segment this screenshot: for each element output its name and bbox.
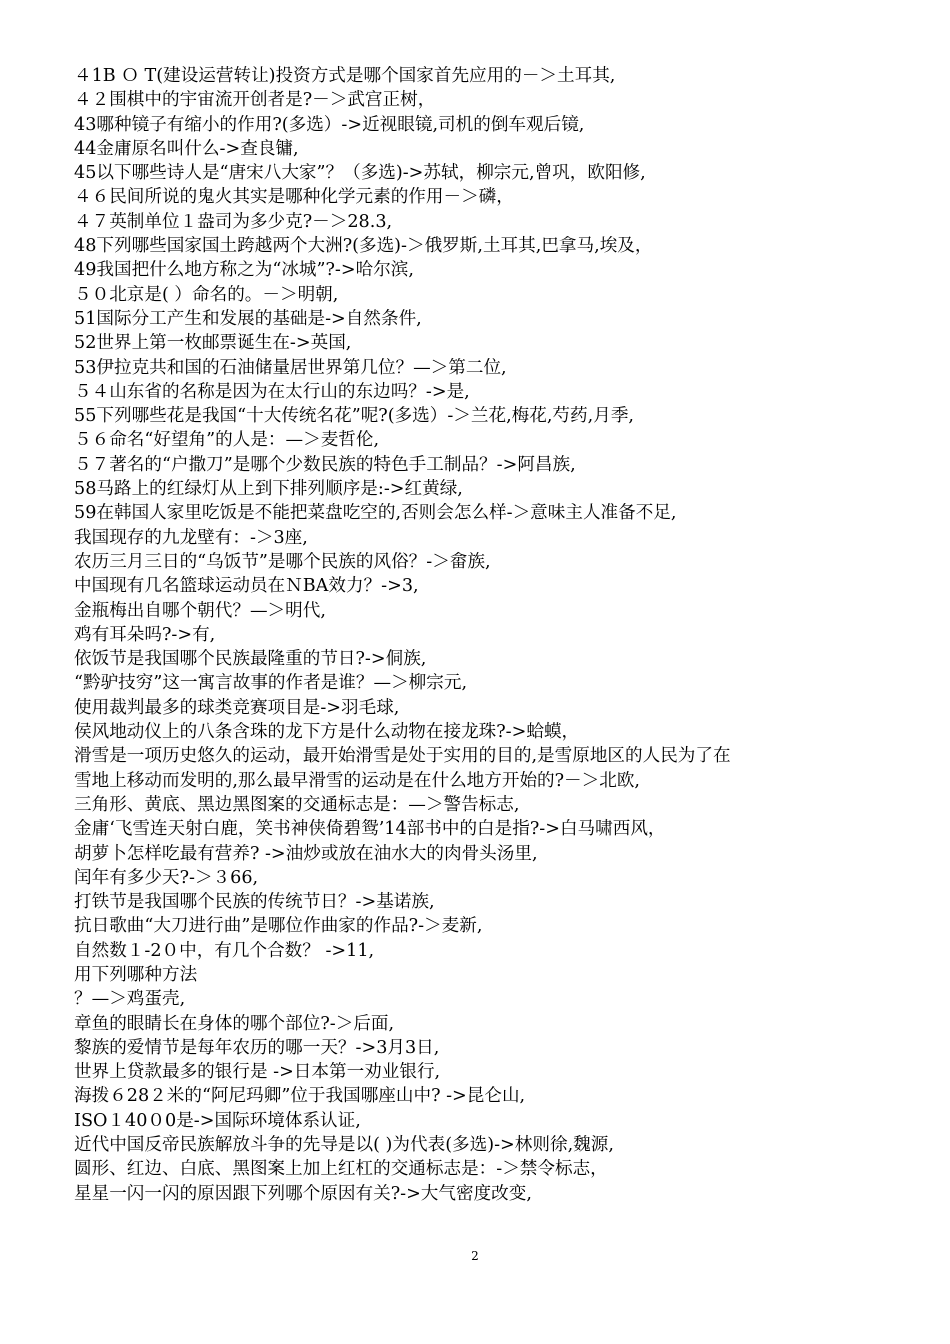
text-line: ５０北京是( ）命名的。－＞明朝, [74, 284, 339, 305]
text-line: 51国际分工产生和发展的基础是->自然条件, [74, 308, 422, 329]
text-line: 星星一闪一闪的原因跟下列哪个原因有关?->大气密度改变, [74, 1183, 532, 1204]
text-line: 43哪种镜子有缩小的作用?(多选）->近视眼镜,司机的倒车观后镜, [74, 114, 585, 135]
text-line: 58马路上的红绿灯从上到下排列顺序是:->红黄绿, [74, 479, 463, 500]
text-line: 用下列哪种方法 [74, 964, 198, 985]
text-line: 打铁节是我国哪个民族的传统节日？->基诺族, [74, 892, 435, 913]
text-line: 59在韩国人家里吃饭是不能把菜盘吃空的,否则会怎么样-＞意味主人准备不足, [74, 503, 677, 524]
text-line: 黎族的爱情节是每年农历的哪一天？->3月3日, [74, 1037, 440, 1058]
text-line: 金庸‘飞雪连天射白鹿，笑书神侠倚碧鸳’14部书中的白是指?->白马啸西风， [74, 819, 666, 840]
text-line: ５７著名的“户撒刀”是哪个少数民族的特色手工制品？->阿昌族, [74, 454, 576, 475]
text-line: 中国现有几名篮球运动员在ＮBA效力？->3, [74, 576, 419, 597]
text-line: 55下列哪些花是我国“十大传统名花”呢?(多选）-＞兰花,梅花,芍药,月季, [74, 406, 635, 427]
text-line: ４６民间所说的鬼火其实是哪种化学元素的作用－＞磷， [74, 187, 514, 208]
text-line: 鸡有耳朵吗?->有, [74, 624, 216, 645]
text-line: 章鱼的眼睛长在身体的哪个部位?-＞后面, [74, 1013, 395, 1034]
text-line: 圆形、红边、白底、黑图案上加上红杠的交通标志是：-＞禁令标志， [74, 1159, 608, 1180]
text-line: 抗日歌曲“大刀进行曲”是哪位作曲家的作品?-＞麦新, [74, 916, 483, 937]
text-line: 45以下哪些诗人是“唐宋八大家”？（多选)->苏轼，柳宗元,曾巩，欧阳修, [74, 163, 646, 184]
text-line: 我国现存的九龙壁有：-＞3座, [74, 527, 308, 548]
document-body [74, 64, 914, 1206]
text-line: ５６命名“好望角”的人是：—＞麦哲伦, [74, 430, 380, 451]
text-line: 近代中国反帝民族解放斗争的先导是以( )为代表(多选)->林则徐,魏源, [74, 1135, 614, 1156]
text-line: 雪地上移动而发明的,那么最早滑雪的运动是在什么地方开始的?－＞北欧, [74, 770, 641, 791]
text-line: 世界上贷款最多的银行是 ->日本第一劝业银行, [74, 1062, 441, 1083]
page-number: 2 [471, 1249, 479, 1263]
text-line: ？—＞鸡蛋壳, [74, 989, 186, 1010]
text-line: “黔驴技穷”这一寓言故事的作者是谁？—＞柳宗元, [74, 673, 468, 694]
text-line: 44金庸原名叫什么->查良镛, [74, 138, 299, 159]
text-line: ISO１40０0是->国际环境体系认证, [74, 1110, 361, 1131]
text-line: 侯风地动仪上的八条含珠的龙下方是什么动物在接龙珠?->蛤蟆， [74, 722, 580, 743]
text-line: 胡萝卜怎样吃最有营养? ->油炒或放在油水大的肉骨头汤里, [74, 843, 538, 864]
text-line: 48下列哪些国家国土跨越两个大洲?(多选)-＞俄罗斯,土耳其,巴拿马,埃及， [74, 236, 653, 257]
text-line: 自然数１-2０中，有几个合数？ ->11, [74, 940, 375, 961]
text-line: 闰年有多少天?-＞３66, [74, 867, 259, 888]
text-line: ４1B Ｏ T(建设运营转让)投资方式是哪个国家首先应用的－＞土耳其, [74, 66, 616, 86]
text-line: ４２围棋中的宇宙流开创者是?－＞武宫正树， [74, 90, 436, 111]
text-line: 滑雪是一项历史悠久的运动，最开始滑雪是处于实用的目的,是雪原地区的人民为了在 [74, 746, 731, 767]
text-line: ５４山东省的名称是因为在太行山的东边吗？->是, [74, 381, 470, 402]
text-line: 依饭节是我国哪个民族最隆重的节日?->侗族, [74, 649, 427, 670]
text-line: 三角形、黄底、黑边黑图案的交通标志是：—＞警告标志, [74, 794, 520, 815]
text-line: 49我国把什么地方称之为“冰城”?->哈尔滨, [74, 260, 414, 281]
text-line: 使用裁判最多的球类竞赛项目是->羽毛球, [74, 697, 400, 718]
text-line: 52世界上第一枚邮票诞生在->英国, [74, 333, 352, 354]
text-line: ４７英制单位１盎司为多少克?－＞28.3, [74, 211, 393, 232]
text-line: 海拨６28２米的“阿尼玛卿”位于我国哪座山中? ->昆仑山, [74, 1086, 526, 1107]
text-line: 金瓶梅出自哪个朝代？—＞明代, [74, 600, 326, 621]
text-line: 53伊拉克共和国的石油储量居世界第几位？—＞第二位, [74, 357, 507, 378]
text-line: 农历三月三日的“乌饭节”是哪个民族的风俗？-＞畲族, [74, 551, 491, 572]
